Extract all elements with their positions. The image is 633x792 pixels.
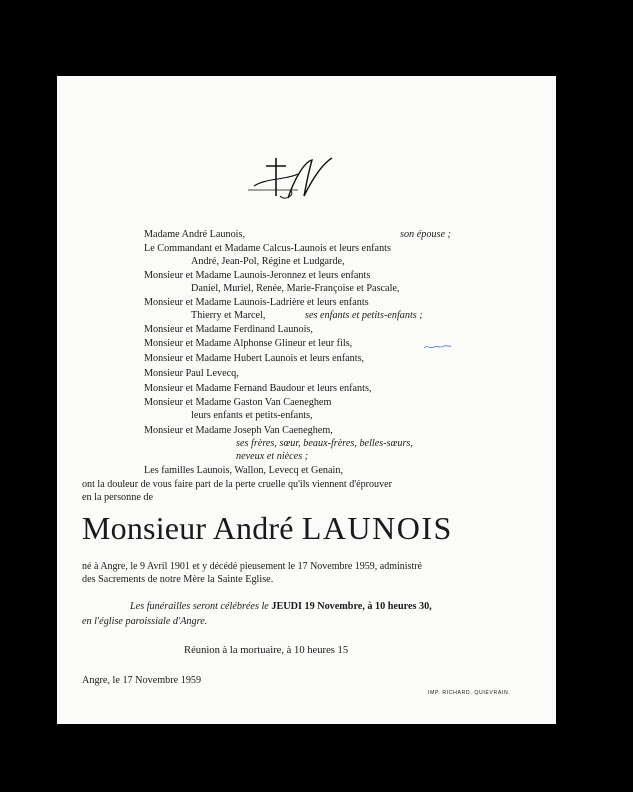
birth-death-details: des Sacrements de notre Mère la Sainte Eglise. <box>82 574 274 585</box>
funeral-place: en l'église paroissiale d'Angre. <box>82 616 208 627</box>
family-line: Monsieur et Madame Fernand Baudour et leurs enfants, <box>144 383 372 394</box>
funeral-notice <box>130 601 432 613</box>
family-line: Monsieur et Madame Gaston Van Caeneghem <box>144 397 332 408</box>
announcement-line: en la personne de <box>82 492 153 503</box>
spouse-role: son épouse ; <box>400 229 451 240</box>
reunion-notice: Réunion à la mortuaire, à 10 heures 15 <box>184 645 349 656</box>
family-line: Daniel, Muriel, Renée, Marie-Françoise et Pascale, <box>191 283 400 294</box>
family-line: Monsieur et Madame Joseph Van Caeneghem, <box>144 425 333 436</box>
family-line: Monsieur et Madame Ferdinand Launois, <box>144 324 313 335</box>
family-line: André, Jean-Pol, Régine et Ludgarde, <box>191 256 345 267</box>
deceased-name <box>82 508 524 548</box>
family-line: Monsieur et Madame Hubert Launois et leurs enfants, <box>144 353 365 364</box>
dateline: Angre, le 17 Novembre 1959 <box>82 675 202 686</box>
spouse-name: Madame André Launois, <box>144 229 245 240</box>
family-line: Monsieur Paul Levecq, <box>144 368 239 379</box>
ink-scribble-icon <box>422 342 452 352</box>
announcement-line: ont la douleur de vous faire part de la perte cruelle qu'ils viennent d'éprouver <box>82 479 392 490</box>
family-line: ses frères, sœur, beaux-frères, belles-sœurs, <box>236 438 413 449</box>
family-line: ses enfants et petits-enfants ; <box>305 310 423 321</box>
family-line: Monsieur et Madame Alphonse Glineur et leur fils, <box>144 338 353 349</box>
family-line: Monsieur et Madame Launois-Ladrière et leurs enfants <box>144 297 369 308</box>
cross-monogram-icon <box>246 150 336 210</box>
deceased-prefix: Monsieur André <box>82 510 294 546</box>
birth-death-details: né à Angre, le 9 Avril 1901 et y décédé pieusement le 17 Novembre 1959, administré <box>82 561 422 572</box>
family-line: neveux et nièces ; <box>236 451 309 462</box>
family-line: Le Commandant et Madame Calcus-Launois et leurs enfants <box>144 243 391 254</box>
family-line: leurs enfants et petits-enfants, <box>191 410 313 421</box>
printer-mark: IMP. RICHARD, QUIÉVRAIN. <box>428 690 511 696</box>
funeral-text: Les funérailles seront célébrées le <box>130 601 269 612</box>
family-line: Thierry et Marcel, <box>191 310 266 321</box>
deceased-surname: LAUNOIS <box>301 510 453 546</box>
family-line: Les familles Launois, Wallon, Levecq et Genain, <box>144 465 343 476</box>
funeral-date: JEUDI 19 Novembre, à 10 heures 30, <box>271 601 432 612</box>
family-line: Monsieur et Madame Launois-Jeronnez et leurs enfants <box>144 270 371 281</box>
